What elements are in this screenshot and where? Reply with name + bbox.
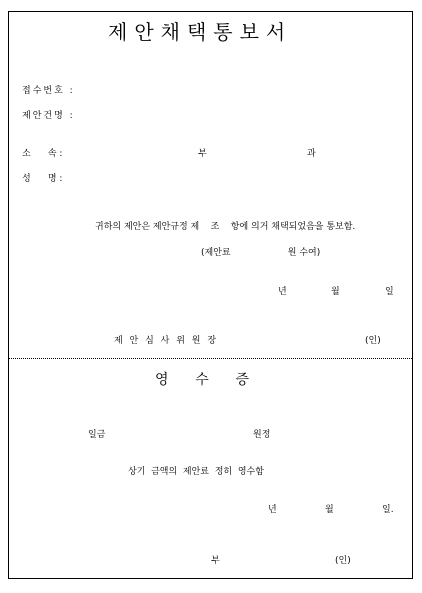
signer-label: 제 안 심 사 위 원 장 xyxy=(114,336,219,346)
section-divider xyxy=(9,358,412,359)
receipt-date-month-label: 월 xyxy=(325,505,334,515)
receipt-number-label: 접수번호 : xyxy=(22,86,75,96)
receipt-date-day-label: 일. xyxy=(382,505,394,515)
receipt-dept-label: 부 xyxy=(211,556,220,566)
receipt-title: 영 수 증 xyxy=(155,372,249,388)
affiliation-label: 소 속 : xyxy=(22,149,63,159)
name-label: 성 명 : xyxy=(22,174,63,184)
receipt-date-year-label: 년 xyxy=(268,505,277,515)
affiliation-bu-label: 부 xyxy=(198,149,207,159)
receipt-statement: 상기 금액의 제안료 정히 영수함 xyxy=(128,467,264,477)
notice-body-text: 귀하의 제안은 제안규정 제 조 항에 의거 채택되었음을 통보함. xyxy=(95,222,356,232)
receipt-seal: (인) xyxy=(335,556,351,566)
date-day-label: 일 xyxy=(385,287,394,297)
signer-seal: (인) xyxy=(365,336,381,346)
date-month-label: 월 xyxy=(331,287,340,297)
page-title: 제안채택통보서 xyxy=(108,20,293,44)
receipt-currency-label: 원정 xyxy=(253,430,271,440)
date-year-label: 년 xyxy=(278,287,287,297)
prize-line: (제안료 원 수여) xyxy=(201,248,321,258)
proposal-name-label: 제안건명 : xyxy=(22,111,75,121)
receipt-amount-label: 일금 xyxy=(88,430,106,440)
affiliation-gwa-label: 과 xyxy=(307,149,316,159)
